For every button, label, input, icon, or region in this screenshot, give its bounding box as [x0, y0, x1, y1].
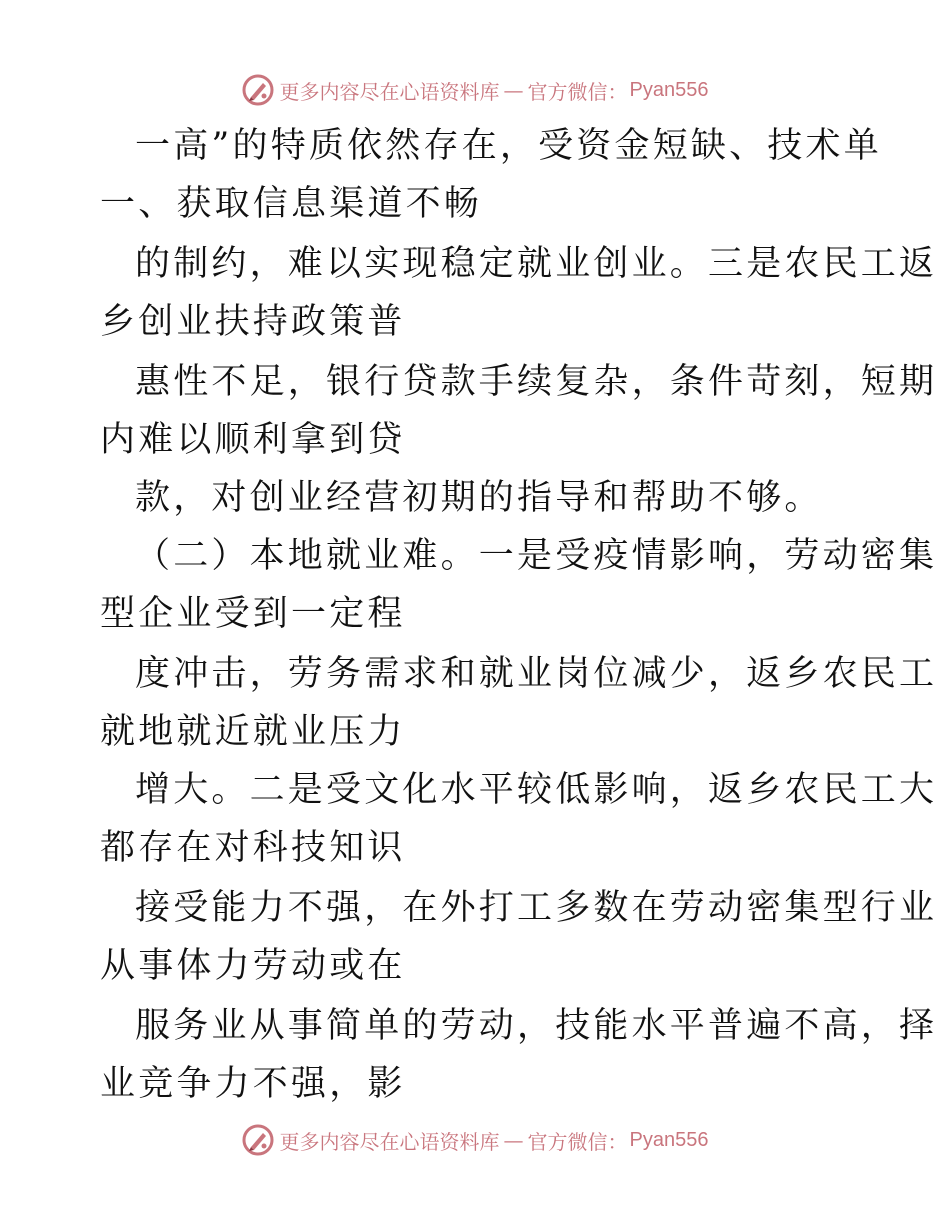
footer-site-text: 更多内容尽在心语资料库: [279, 1129, 500, 1154]
body-line: 惠性不足，银行贷款手续复杂，条件苛刻，短期: [135, 362, 938, 402]
body-line: （二）本地就业难。一是受疫情影响，劳动密集: [135, 536, 938, 576]
body-line: 度冲击，劳务需求和就业岗位减少，返乡农民工: [135, 654, 938, 694]
footer-watermark: [0, 1120, 950, 1160]
body-line: 都存在对科技知识: [100, 828, 406, 868]
pen-logo-icon: [242, 1124, 274, 1156]
body-line: 的制约，难以实现稳定就业创业。三是农民工返: [135, 244, 938, 284]
body-line: 就地就近就业压力: [100, 712, 406, 752]
body-line: 服务业从事简单的劳动，技能水平普遍不高，择: [135, 1006, 938, 1046]
header-wechat-label: 官方微信：: [527, 79, 628, 104]
body-line: 从事体力劳动或在: [100, 946, 406, 986]
pen-logo-icon: [242, 74, 274, 106]
footer-separator: —: [503, 1128, 524, 1152]
body-line: 接受能力不强，在外打工多数在劳动密集型行业: [135, 888, 938, 928]
header-site-text: 更多内容尽在心语资料库: [279, 79, 500, 104]
body-line: 款，对创业经营初期的指导和帮助不够。: [135, 478, 823, 518]
body-line: 业竞争力不强，影: [100, 1064, 406, 1104]
body-line: 一、获取信息渠道不畅: [100, 184, 483, 224]
body-line: 一高”的特质依然存在，受资金短缺、技术单: [135, 126, 882, 166]
footer-wechat-label: 官方微信：: [527, 1129, 628, 1154]
header-watermark: [0, 70, 950, 110]
header-wechat-id: Pyan556: [629, 78, 709, 101]
body-line: 内难以顺利拿到贷: [100, 420, 406, 460]
body-line: 增大。二是受文化水平较低影响，返乡农民工大: [135, 770, 938, 810]
body-line: 乡创业扶持政策普: [100, 302, 406, 342]
header-separator: —: [503, 78, 524, 102]
body-line: 型企业受到一定程: [100, 594, 406, 634]
footer-wechat-id: Pyan556: [629, 1128, 709, 1151]
